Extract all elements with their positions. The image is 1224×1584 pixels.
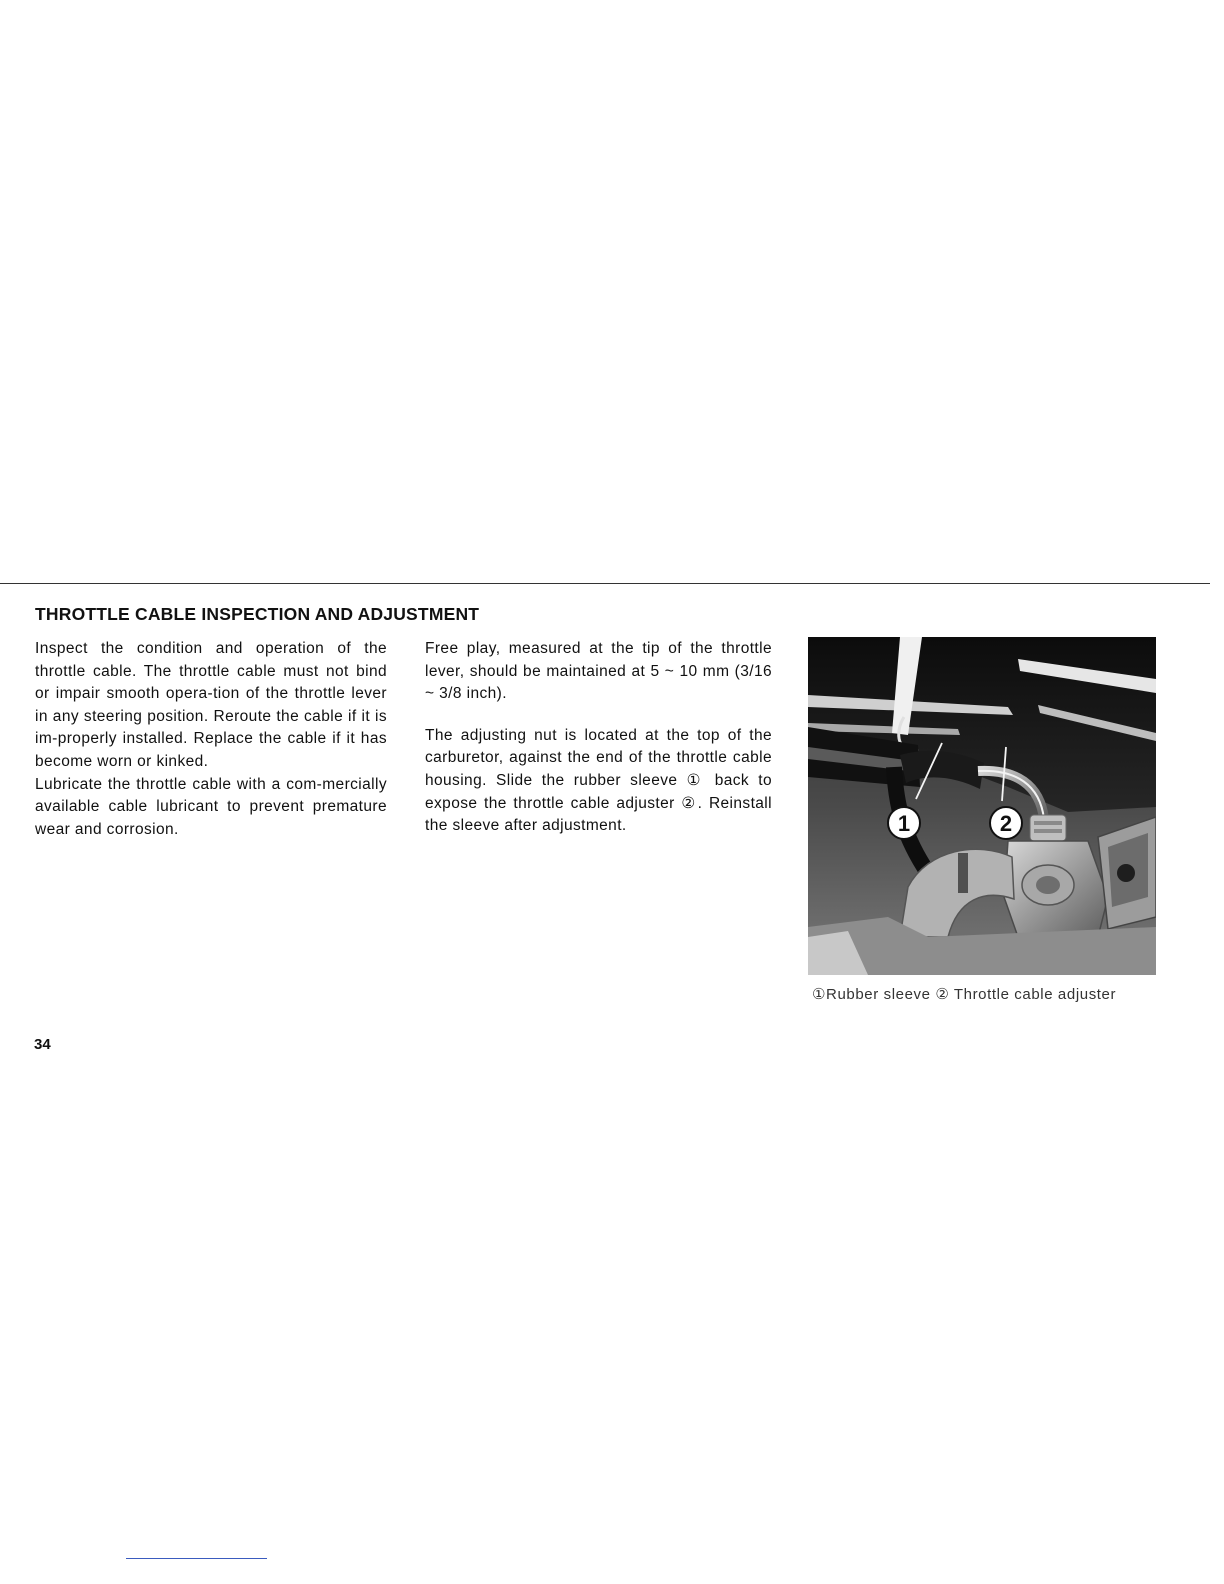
middle-paragraph-2: The adjusting nut is located at the top of the carburetor, against the end of the throttle cable housing. Slide the rubber sleeve ① back to expose the throttle cable adjuster ②. Reinstall the sleeve after adjustment.	[425, 726, 772, 835]
bottom-rule	[126, 1558, 267, 1559]
left-paragraph-2: Lubricate the throttle cable with a com-mercially available cable lubricant to prevent premature wear and corrosion.	[35, 775, 387, 838]
carburetor-photo	[808, 637, 1156, 975]
section-title: THROTTLE CABLE INSPECTION AND ADJUSTMENT	[35, 604, 480, 624]
callout-1	[888, 807, 920, 839]
callout-2-label: 2	[999, 811, 1013, 836]
callout-2	[990, 807, 1022, 839]
middle-column	[425, 638, 772, 838]
figure-caption: ①Rubber sleeve ② Throttle cable adjuster	[812, 986, 1117, 1003]
middle-paragraph-1: Free play, measured at the tip of the throttle lever, should be maintained at 5 ~ 10 mm (3/16 ~ 3/8 inch).	[425, 640, 772, 703]
callout-1-label: 1	[897, 811, 911, 836]
left-column	[35, 638, 387, 841]
page-number: 34	[34, 1036, 51, 1053]
top-divider	[0, 583, 1210, 584]
left-paragraph-1: Inspect the condition and operation of the throttle cable. The throttle cable must not bind or impair smooth opera-tion of the throttle lever in any steering position. Reroute the cable if it is im-properly installed. Replace the cable if it has become worn or kinked.	[35, 640, 387, 770]
